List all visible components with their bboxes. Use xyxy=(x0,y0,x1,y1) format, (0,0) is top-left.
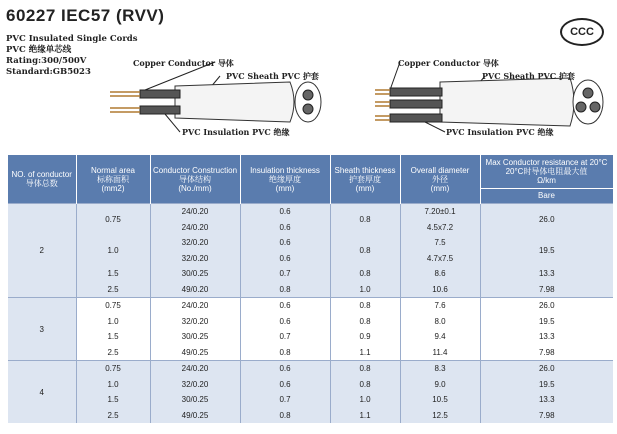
cell-diameter: 7.20±0.1 xyxy=(400,204,480,220)
table-row xyxy=(8,314,613,330)
cell-insulation: 0.7 xyxy=(240,329,330,345)
cell-construction: 24/0.20 xyxy=(150,220,240,236)
table-row xyxy=(8,329,613,345)
cell-sheath: 1.0 xyxy=(330,392,400,408)
cell-diameter: 8.3 xyxy=(400,361,480,377)
header-normal-area: Normal area 标称面积 (mm2) xyxy=(76,155,150,204)
table-row xyxy=(8,235,613,251)
cell-insulation: 0.6 xyxy=(240,204,330,220)
header-no-of-conductor: NO. of conductor 导体总数 xyxy=(8,155,76,204)
specifications-table xyxy=(8,155,614,423)
label-pvc-sheath: PVC Sheath PVC 护套 xyxy=(226,71,319,81)
cell-diameter: 9.4 xyxy=(400,329,480,345)
cell-area: 2.5 xyxy=(76,345,150,361)
cell-resistance: 19.5 xyxy=(480,235,613,266)
cell-resistance: 13.3 xyxy=(480,329,613,345)
table-row xyxy=(8,298,613,314)
cell-diameter: 7.6 xyxy=(400,298,480,314)
cell-diameter: 8.0 xyxy=(400,314,480,330)
cell-resistance: 7.98 xyxy=(480,282,613,298)
label-pvc-insulation: PVC Insulation PVC 绝缘 xyxy=(182,127,290,137)
cell-area: 2.5 xyxy=(76,408,150,424)
cell-insulation: 0.6 xyxy=(240,314,330,330)
cell-sheath: 0.8 xyxy=(330,298,400,314)
cell-area: 1.5 xyxy=(76,392,150,408)
cell-area: 0.75 xyxy=(76,204,150,236)
ccc-certification-mark: CCC xyxy=(560,18,604,46)
cell-sheath: 0.8 xyxy=(330,204,400,236)
cell-area: 1.0 xyxy=(76,377,150,393)
header-max-resistance: Max Conductor resistance at 20°C 20°C时导体电阻最大值 Ω/km Bare xyxy=(480,155,613,204)
spec-line: PVC 绝缘单芯线 xyxy=(6,45,72,55)
cell-diameter: 9.0 xyxy=(400,377,480,393)
spec-line: PVC Insulated Single Cords xyxy=(6,34,138,44)
cell-sheath: 0.8 xyxy=(330,377,400,393)
header-conductor-construction: Conductor Construction 导体结构 (No./mm) xyxy=(150,155,240,204)
table-header-row xyxy=(8,155,613,204)
page-title: 60227 IEC57 (RVV) xyxy=(6,6,165,25)
cell-diameter: 4.5x7.2 xyxy=(400,220,480,236)
cell-area: 2.5 xyxy=(76,282,150,298)
cell-resistance: 13.3 xyxy=(480,266,613,282)
cell-diameter: 8.6 xyxy=(400,266,480,282)
cell-sheath: 1.1 xyxy=(330,408,400,424)
cell-construction: 24/0.20 xyxy=(150,298,240,314)
cell-diameter: 12.5 xyxy=(400,408,480,424)
cell-conductor-count: 4 xyxy=(8,361,76,424)
cell-insulation: 0.6 xyxy=(240,298,330,314)
label-copper-conductor: Copper Conductor 导体 xyxy=(133,58,234,68)
cell-insulation: 0.8 xyxy=(240,345,330,361)
header-overall-diameter: Overall diameter 外径 (mm) xyxy=(400,155,480,204)
spec-line: Standard:GB5023 xyxy=(6,67,91,77)
cell-conductor-count: 2 xyxy=(8,204,76,298)
table-row xyxy=(8,392,613,408)
cell-construction: 30/0.25 xyxy=(150,329,240,345)
cell-insulation: 0.8 xyxy=(240,282,330,298)
cell-area: 1.5 xyxy=(76,266,150,282)
cell-construction: 30/0.25 xyxy=(150,392,240,408)
cell-sheath: 0.9 xyxy=(330,329,400,345)
cell-insulation: 0.6 xyxy=(240,251,330,267)
cell-construction: 49/0.20 xyxy=(150,282,240,298)
cell-insulation: 0.6 xyxy=(240,235,330,251)
cell-diameter: 10.6 xyxy=(400,282,480,298)
cell-sheath: 0.8 xyxy=(330,314,400,330)
cell-resistance: 7.98 xyxy=(480,345,613,361)
table-row xyxy=(8,345,613,361)
table-row xyxy=(8,361,613,377)
cell-insulation: 0.7 xyxy=(240,266,330,282)
cell-diameter: 10.5 xyxy=(400,392,480,408)
table-row xyxy=(8,377,613,393)
cell-area: 1.0 xyxy=(76,314,150,330)
cell-insulation: 0.6 xyxy=(240,361,330,377)
cell-resistance: 26.0 xyxy=(480,204,613,236)
cell-area: 1.5 xyxy=(76,329,150,345)
table-row xyxy=(8,408,613,424)
cell-conductor-count: 3 xyxy=(8,298,76,361)
cell-diameter: 4.7x7.5 xyxy=(400,251,480,267)
cell-resistance: 26.0 xyxy=(480,361,613,377)
cell-resistance: 13.3 xyxy=(480,392,613,408)
cell-diameter: 11.4 xyxy=(400,345,480,361)
cell-construction: 32/0.20 xyxy=(150,251,240,267)
cell-construction: 30/0.25 xyxy=(150,266,240,282)
cell-construction: 49/0.25 xyxy=(150,408,240,424)
cell-insulation: 0.7 xyxy=(240,392,330,408)
cell-construction: 24/0.20 xyxy=(150,204,240,220)
table-row xyxy=(8,266,613,282)
label-pvc-insulation: PVC Insulation PVC 绝缘 xyxy=(446,127,554,137)
cell-resistance: 7.98 xyxy=(480,408,613,424)
header-insulation-thickness: Insulation thickness 绝缘厚度 (mm) xyxy=(240,155,330,204)
table-row xyxy=(8,282,613,298)
cell-sheath: 1.1 xyxy=(330,345,400,361)
table-row xyxy=(8,204,613,220)
cell-construction: 49/0.25 xyxy=(150,345,240,361)
cell-sheath: 0.8 xyxy=(330,266,400,282)
header-sheath-thickness: Sheath thickness 护套厚度 (mm) xyxy=(330,155,400,204)
cell-insulation: 0.8 xyxy=(240,408,330,424)
spec-line: Rating:300/500V xyxy=(6,56,87,66)
cell-diameter: 7.5 xyxy=(400,235,480,251)
cell-area: 0.75 xyxy=(76,361,150,377)
cell-sheath: 1.0 xyxy=(330,282,400,298)
cell-construction: 32/0.20 xyxy=(150,235,240,251)
label-pvc-sheath: PVC Sheath PVC 护套 xyxy=(482,71,575,81)
cell-resistance: 19.5 xyxy=(480,377,613,393)
cell-sheath: 0.8 xyxy=(330,235,400,266)
label-copper-conductor: Copper Conductor 导体 xyxy=(398,58,499,68)
cell-construction: 32/0.20 xyxy=(150,314,240,330)
cell-insulation: 0.6 xyxy=(240,377,330,393)
cell-insulation: 0.6 xyxy=(240,220,330,236)
cell-construction: 32/0.20 xyxy=(150,377,240,393)
cell-construction: 24/0.20 xyxy=(150,361,240,377)
cell-sheath: 0.8 xyxy=(330,361,400,377)
cell-area: 0.75 xyxy=(76,298,150,314)
cell-area: 1.0 xyxy=(76,235,150,266)
cell-resistance: 26.0 xyxy=(480,298,613,314)
cell-resistance: 19.5 xyxy=(480,314,613,330)
